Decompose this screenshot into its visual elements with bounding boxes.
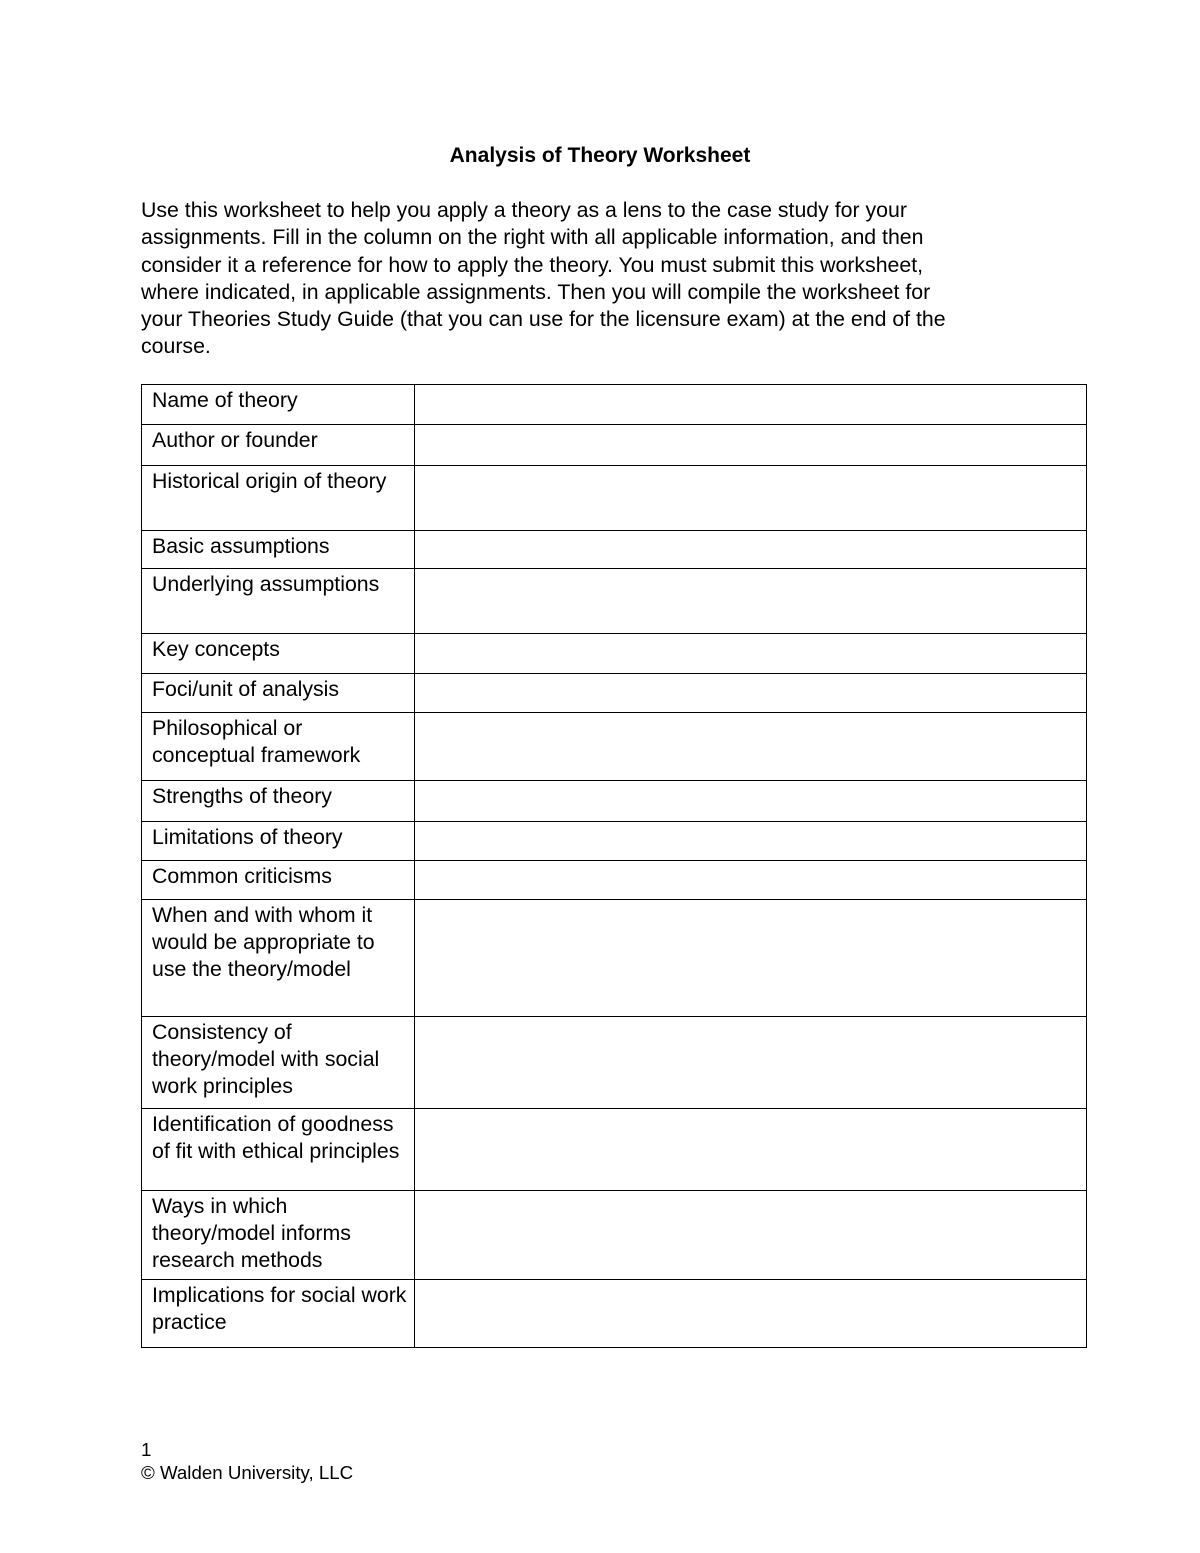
theory-worksheet-table [141,384,1087,1348]
table-row [142,1109,1087,1191]
row-label: Underlying assumptions [142,569,415,634]
intro-line: course. [141,334,211,359]
row-label: Implications for social work practice [142,1280,415,1348]
table-row [142,713,1087,781]
row-answer-cell[interactable] [415,861,1087,900]
table-row [142,531,1087,569]
row-answer-cell[interactable] [415,900,1087,1017]
intro-line: assignments. Fill in the column on the right with all applicable information, and then [141,225,924,250]
row-answer-cell[interactable] [415,713,1087,781]
table-row [142,1191,1087,1280]
row-answer-cell[interactable] [415,674,1087,713]
row-label: Ways in which theory/model informs research methods [142,1191,415,1280]
row-answer-cell[interactable] [415,425,1087,466]
intro-line: Use this worksheet to help you apply a theory as a lens to the case study for your [141,198,907,222]
table-row [142,861,1087,900]
row-label: Foci/unit of analysis [142,674,415,713]
table-row [142,466,1087,531]
row-answer-cell[interactable] [415,1280,1087,1348]
row-label: Identification of goodness of fit with ethical principles [142,1109,415,1191]
table-row [142,634,1087,674]
page-footer [141,1438,353,1484]
row-answer-cell[interactable] [415,1191,1087,1280]
row-answer-cell[interactable] [415,781,1087,822]
copyright-notice: © Walden University, LLC [141,1462,354,1483]
row-label: Key concepts [142,634,415,674]
page-title: Analysis of Theory Worksheet [449,144,751,167]
table-row [142,1280,1087,1348]
row-label: When and with whom it would be appropriate to use the theory/model [142,900,415,1017]
row-label: Name of theory [142,385,415,425]
row-label: Author or founder [142,425,415,466]
table-row [142,425,1087,466]
intro-line: your Theories Study Guide (that you can use for the licensure exam) at the end of the [141,307,946,332]
row-answer-cell[interactable] [415,569,1087,634]
row-label: Philosophical or conceptual framework [142,713,415,781]
table-row [142,900,1087,1017]
table-row [142,822,1087,861]
row-answer-cell[interactable] [415,385,1087,425]
table-row [142,1017,1087,1109]
row-answer-cell[interactable] [415,1017,1087,1109]
intro-line: consider it a reference for how to apply the theory. You must submit this worksheet, [141,252,924,277]
row-label: Consistency of theory/model with social work principles [142,1017,415,1109]
row-answer-cell[interactable] [415,822,1087,861]
row-label: Strengths of theory [142,781,415,822]
table-row [142,674,1087,713]
table-row [142,781,1087,822]
row-answer-cell[interactable] [415,466,1087,531]
row-label: Basic assumptions [142,531,415,569]
table-row [142,569,1087,634]
row-answer-cell[interactable] [415,634,1087,674]
row-answer-cell[interactable] [415,1109,1087,1191]
row-label: Common criticisms [142,861,415,900]
intro-paragraph [141,197,1061,361]
row-label: Historical origin of theory [142,466,415,531]
table-row [142,385,1087,425]
page-number: 1 [141,1439,152,1460]
intro-line: where indicated, in applicable assignments. Then you will compile the worksheet for [141,279,931,304]
row-label: Limitations of theory [142,822,415,861]
row-answer-cell[interactable] [415,531,1087,569]
